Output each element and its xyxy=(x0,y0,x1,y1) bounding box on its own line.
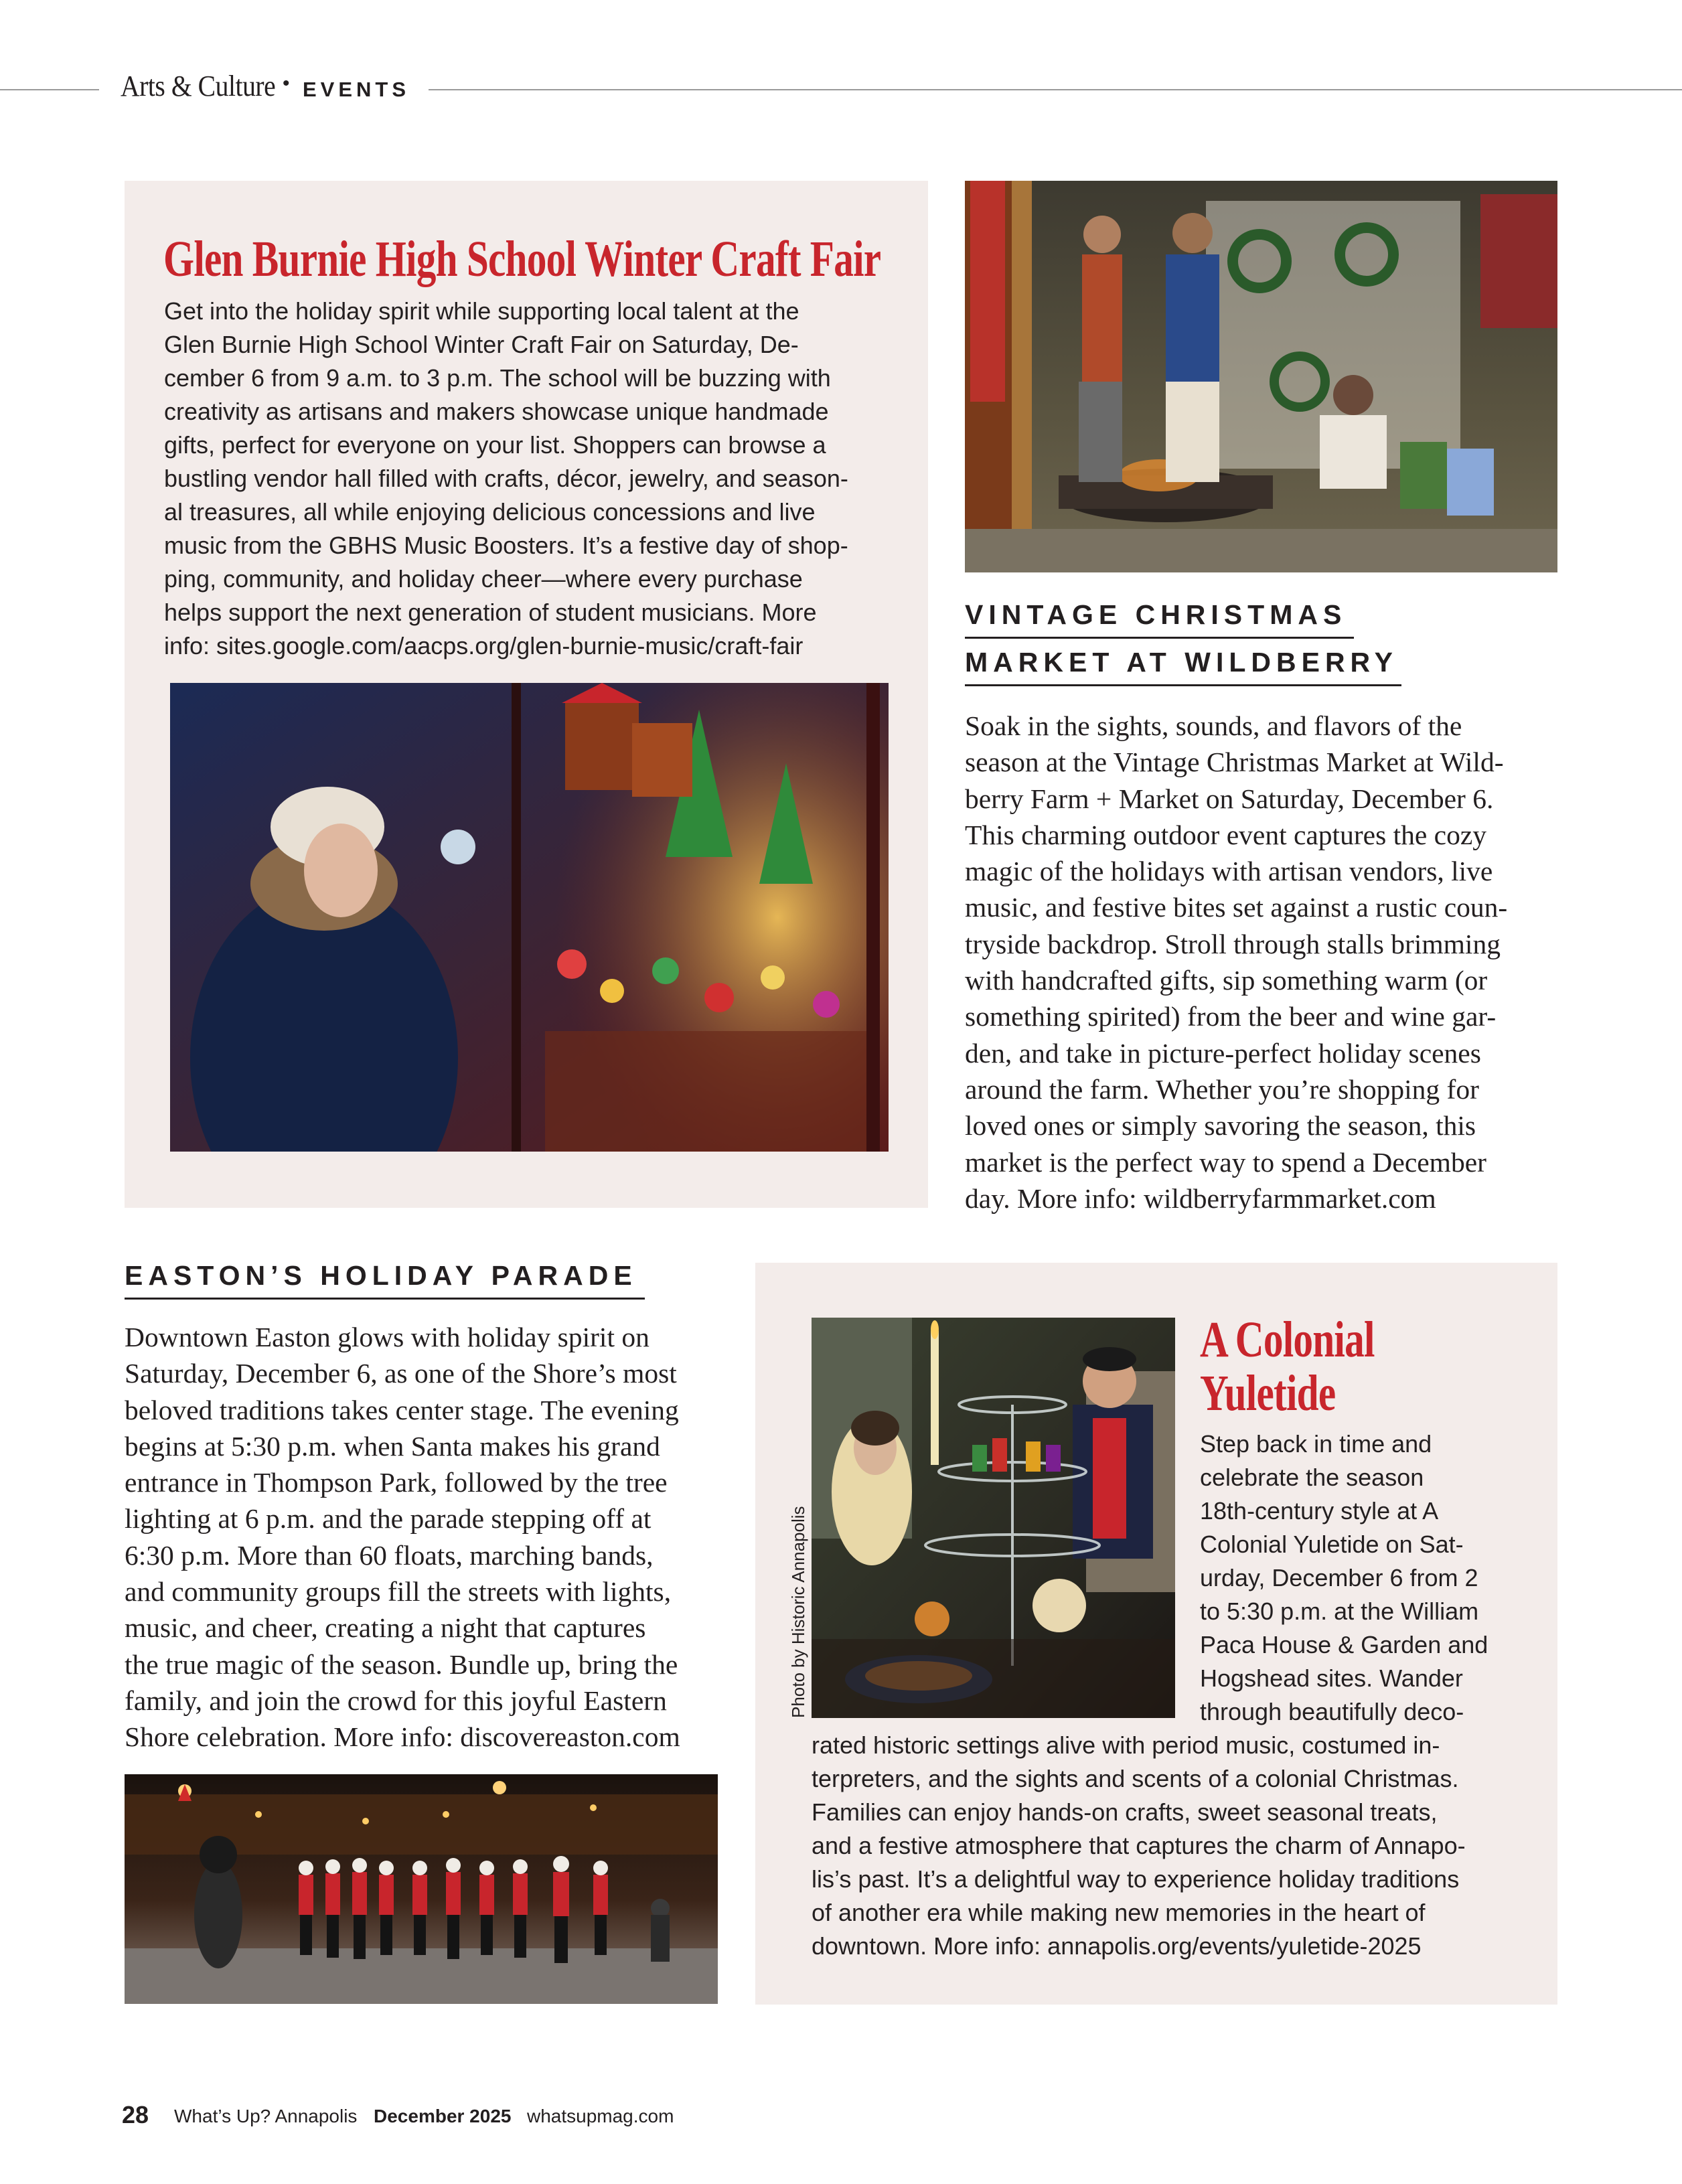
text-line: den, and take in picture-perfect holiday scenes xyxy=(965,1037,1481,1069)
wildberry-kicker-line2: MARKET AT WILDBERRY xyxy=(965,647,1398,678)
text-line: Saturday, December 6, as one of the Shore’s most xyxy=(125,1358,677,1389)
text-line: helps support the next generation of student musicians. More xyxy=(164,599,817,626)
header-rule-left xyxy=(0,89,99,90)
text-line: downtown. More info: annapolis.org/events/yuletide-2025 xyxy=(812,1932,1422,1960)
text-line: 18th-century style at A xyxy=(1200,1497,1439,1525)
text-line: creativity as artisans and makers showcase unique handmade xyxy=(164,398,829,425)
text-line: season at the Vintage Christmas Market at Wild- xyxy=(965,747,1504,778)
footer-website: whatsupmag.com xyxy=(527,2106,674,2126)
text-line: the true magic of the season. Bundle up, bring the xyxy=(125,1648,678,1680)
text-line: with handcrafted gifts, sip something warm (or xyxy=(965,965,1488,996)
text-line: around the farm. Whether you’re shopping for xyxy=(965,1073,1479,1105)
text-line: through beautifully deco- xyxy=(1200,1698,1464,1725)
easton-body xyxy=(125,1319,680,1756)
footer-magazine: What’s Up? Annapolis xyxy=(174,2106,358,2126)
text-line: Step back in time and xyxy=(1200,1430,1432,1458)
text-line: Get into the holiday spirit while supporting local talent at the xyxy=(164,297,799,325)
text-line: ping, community, and holiday cheer—where every purchase xyxy=(164,565,803,593)
text-line: and community groups fill the streets with lights, xyxy=(125,1576,672,1608)
wildberry-body xyxy=(965,708,1507,1217)
text-line: something spirited) from the beer and wine gar- xyxy=(965,1001,1497,1032)
text-line: celebrate the season xyxy=(1200,1464,1424,1491)
text-line: music from the GBHS Music Boosters. It’s a festive day of shop- xyxy=(164,532,848,559)
easton-kicker-rule xyxy=(125,1298,645,1300)
text-line: berry Farm + Market on Saturday, December 6. xyxy=(965,783,1494,814)
craft-fair-title: Glen Burnie High School Winter Craft Fair xyxy=(163,231,881,287)
footer-issue: December 2025 xyxy=(374,2106,512,2126)
easton-parade-photo xyxy=(125,1774,718,2004)
text-line: family, and join the crowd for this joyful Eastern xyxy=(125,1685,667,1716)
craft-fair-body xyxy=(164,295,848,663)
text-line: rated historic settings alive with period music, costumed in- xyxy=(812,1731,1440,1759)
text-line: to 5:30 p.m. at the William xyxy=(1200,1597,1479,1625)
yuletide-photo xyxy=(812,1318,1175,1718)
text-line: Glen Burnie High School Winter Craft Fair on Saturday, De- xyxy=(164,331,799,358)
wildberry-kicker-rule2 xyxy=(965,684,1401,686)
wildberry-kicker-line1: VINTAGE CHRISTMAS xyxy=(965,599,1347,630)
section-category: EVENTS xyxy=(303,78,410,101)
header-separator: • xyxy=(283,72,290,94)
text-line: gifts, perfect for everyone on your list. Shoppers can browse a xyxy=(164,431,826,459)
text-line: loved ones or simply savoring the season, this xyxy=(965,1110,1476,1142)
wildberry-kicker-rule1 xyxy=(965,637,1354,639)
yuletide-photo-credit: Photo by Historic Annapolis xyxy=(788,1506,808,1718)
text-line: Downtown Easton glows with holiday spirit on xyxy=(125,1322,649,1352)
wildberry-photo xyxy=(965,181,1557,572)
text-line: magic of the holidays with artisan vendors, live xyxy=(965,856,1493,887)
text-line: 6:30 p.m. More than 60 floats, marching bands, xyxy=(125,1539,654,1571)
text-line: entrance in Thompson Park, followed by the tree xyxy=(125,1467,668,1498)
text-line: info: sites.google.com/aacps.org/glen-burnie-music/craft-fair xyxy=(164,632,804,659)
text-line: This charming outdoor event captures the cozy xyxy=(965,819,1487,850)
text-line: market is the perfect way to spend a December xyxy=(965,1146,1486,1178)
text-line: Paca House & Garden and xyxy=(1200,1631,1488,1658)
text-line: music, and festive bites set against a rustic coun- xyxy=(965,892,1508,923)
easton-kicker: EASTON’S HOLIDAY PARADE xyxy=(125,1260,637,1291)
text-line: al treasures, all while enjoying delicious concessions and live xyxy=(164,498,816,526)
text-line: begins at 5:30 p.m. when Santa makes his grand xyxy=(125,1430,660,1462)
text-line: Shore celebration. More info: discovereaston.com xyxy=(125,1721,680,1753)
text-line: Colonial Yuletide on Sat- xyxy=(1200,1531,1464,1558)
section-name: Arts & Culture xyxy=(121,70,276,102)
text-line: lis’s past. It’s a delightful way to experience holiday traditions xyxy=(812,1865,1460,1893)
page-number: 28 xyxy=(122,2101,149,2128)
text-line: of another era while making new memories in the heart of xyxy=(812,1899,1426,1926)
text-line: cember 6 from 9 a.m. to 3 p.m. The school will be buzzing with xyxy=(164,364,831,392)
text-line: Hogshead sites. Wander xyxy=(1200,1664,1463,1692)
craft-fair-photo xyxy=(170,683,889,1152)
yuletide-body-narrow xyxy=(1200,1427,1488,1729)
text-line: beloved traditions takes center stage. The evening xyxy=(125,1394,679,1425)
text-line: bustling vendor hall filled with crafts, décor, jewelry, and season- xyxy=(164,465,848,492)
text-line: music, and cheer, creating a night that captures xyxy=(125,1612,646,1644)
text-line: and a festive atmosphere that captures the charm of Annapo- xyxy=(812,1832,1466,1859)
text-line: Soak in the sights, sounds, and flavors of the xyxy=(965,710,1462,741)
text-line: tryside backdrop. Stroll through stalls brimming xyxy=(965,928,1501,959)
text-line: lighting at 6 p.m. and the parade stepping off at xyxy=(125,1503,652,1535)
yuletide-body-wide xyxy=(812,1729,1466,1963)
text-line: urday, December 6 from 2 xyxy=(1200,1564,1478,1591)
text-line: day. More info: wildberryfarmmarket.com xyxy=(965,1182,1436,1214)
text-line: terpreters, and the sights and scents of a colonial Christmas. xyxy=(812,1765,1459,1792)
text-line: Families can enjoy hands-on crafts, sweet seasonal treats, xyxy=(812,1798,1438,1826)
yuletide-title-line2: Yuletide xyxy=(1200,1365,1336,1421)
yuletide-title-line1: A Colonial xyxy=(1200,1312,1375,1368)
header-rule-right xyxy=(429,89,1682,90)
